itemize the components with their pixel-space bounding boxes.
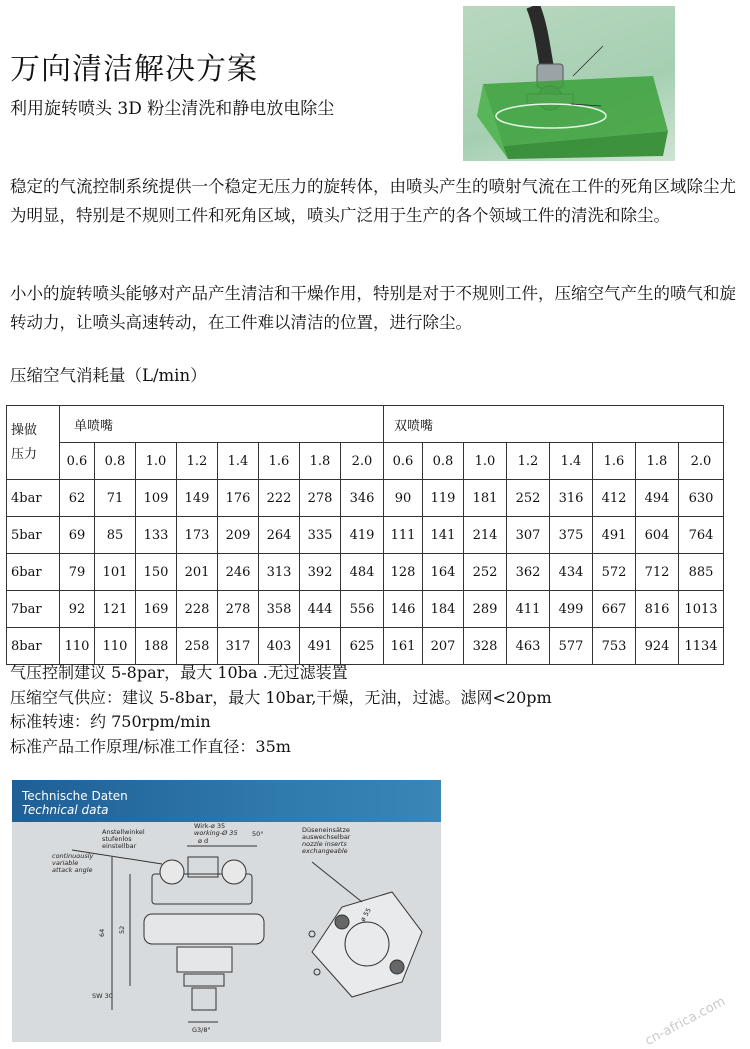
watermark: cn-africa.com: [643, 994, 729, 1049]
double-value-cell: 161: [384, 628, 423, 665]
size-header-cell: 1.4: [218, 443, 259, 480]
label-64: 64: [98, 928, 106, 937]
single-value-cell: 109: [136, 480, 177, 517]
table-row: [7, 554, 724, 591]
label-attack-angle: attack angle: [52, 866, 93, 874]
single-value-cell: 71: [95, 480, 136, 517]
table-title: 压缩空气消耗量（L/min）: [10, 366, 207, 385]
double-value-cell: 1134: [679, 628, 724, 665]
double-value-cell: 111: [384, 517, 423, 554]
label-duesen: Düseneinsätze: [302, 826, 350, 834]
single-value-cell: 484: [341, 554, 384, 591]
size-header-cell: 1.2: [177, 443, 218, 480]
single-value-cell: 150: [136, 554, 177, 591]
double-value-cell: 1013: [679, 591, 724, 628]
note-air-supply: 压缩空气供应：建议 5-8bar，最大 10bar,干燥，无油，过滤。滤网<20pm: [10, 687, 552, 707]
size-header-cell: 2.0: [341, 443, 384, 480]
single-value-cell: 264: [259, 517, 300, 554]
corner-header: 操做 压力: [7, 406, 60, 480]
double-value-cell: 411: [507, 591, 550, 628]
double-value-cell: 753: [593, 628, 636, 665]
double-value-cell: 362: [507, 554, 550, 591]
single-value-cell: 444: [300, 591, 341, 628]
single-value-cell: 317: [218, 628, 259, 665]
size-header-cell: 1.6: [259, 443, 300, 480]
label-continuously: continuously: [52, 852, 94, 860]
single-value-cell: 62: [60, 480, 95, 517]
single-value-cell: 79: [60, 554, 95, 591]
size-header-cell: 1.8: [636, 443, 679, 480]
single-value-cell: 222: [259, 480, 300, 517]
label-od: ø d: [198, 837, 209, 845]
single-value-cell: 258: [177, 628, 218, 665]
intro-paragraph-2: 小小的旋转喷头能够对产品产生清洁和干燥作用，特别是对于不规则工件，压缩空气产生的喷气和旋转动力，让喷头高速转动，在工件难以清洁的位置，进行除尘。: [10, 284, 736, 332]
double-value-cell: 252: [507, 480, 550, 517]
double-value-cell: 164: [423, 554, 464, 591]
technical-data-title-de: Technische Daten: [22, 789, 128, 803]
double-value-cell: 667: [593, 591, 636, 628]
note-speed: 标准转速：约 750rpm/min: [10, 712, 211, 731]
table-row: [7, 480, 724, 517]
size-header-cell: 1.2: [507, 443, 550, 480]
single-value-cell: 149: [177, 480, 218, 517]
double-value-cell: 463: [507, 628, 550, 665]
label-einstellbar: einstellbar: [102, 842, 137, 850]
double-value-cell: 375: [550, 517, 593, 554]
size-header-cell: 0.6: [60, 443, 95, 480]
double-value-cell: 764: [679, 517, 724, 554]
double-value-cell: 128: [384, 554, 423, 591]
pressure-cell: 8bar: [7, 628, 60, 665]
pressure-cell: 6bar: [7, 554, 60, 591]
double-value-cell: 630: [679, 480, 724, 517]
single-value-cell: 69: [60, 517, 95, 554]
double-value-cell: 494: [636, 480, 679, 517]
single-value-cell: 419: [341, 517, 384, 554]
label-o55: ø 55: [358, 906, 373, 923]
size-header-cell: 1.4: [550, 443, 593, 480]
size-header-cell: 1.0: [464, 443, 507, 480]
double-value-cell: 214: [464, 517, 507, 554]
label-exchangeable: exchangeable: [302, 847, 348, 855]
air-consumption-table: [6, 405, 724, 665]
single-value-cell: 110: [60, 628, 95, 665]
single-value-cell: 491: [300, 628, 341, 665]
size-header-cell: 1.6: [593, 443, 636, 480]
label-52: 52: [118, 925, 126, 934]
technical-data-header: [12, 780, 441, 822]
double-value-cell: 316: [550, 480, 593, 517]
double-value-cell: 90: [384, 480, 423, 517]
table-row: [7, 517, 724, 554]
single-value-cell: 403: [259, 628, 300, 665]
single-value-cell: 625: [341, 628, 384, 665]
size-header-cell: 2.0: [679, 443, 724, 480]
label-sw30: SW 30: [92, 992, 113, 1000]
double-value-cell: 572: [593, 554, 636, 591]
single-value-cell: 92: [60, 591, 95, 628]
double-value-cell: 816: [636, 591, 679, 628]
note-diameter: 标准产品工作原理/标准工作直径：35m: [10, 736, 291, 756]
single-value-cell: 346: [341, 480, 384, 517]
size-header-cell: 1.8: [300, 443, 341, 480]
double-value-cell: 491: [593, 517, 636, 554]
size-header-cell: 0.8: [95, 443, 136, 480]
label-g38: G3/8": [192, 1026, 211, 1034]
label-nozzle-inserts: nozzle inserts: [302, 840, 347, 848]
single-value-cell: 169: [136, 591, 177, 628]
group-header-double: 双喷嘴: [384, 406, 724, 443]
technical-data-title-en: Technical data: [22, 803, 109, 817]
pressure-cell: 4bar: [7, 480, 60, 517]
double-value-cell: 412: [593, 480, 636, 517]
single-value-cell: 335: [300, 517, 341, 554]
label-working: working-Ø 35: [194, 829, 238, 837]
size-header-row: [7, 443, 724, 480]
single-value-cell: 176: [218, 480, 259, 517]
pressure-cell: 5bar: [7, 517, 60, 554]
double-value-cell: 328: [464, 628, 507, 665]
single-value-cell: 228: [177, 591, 218, 628]
table-row: [7, 591, 724, 628]
single-value-cell: 358: [259, 591, 300, 628]
single-value-cell: 133: [136, 517, 177, 554]
double-value-cell: 307: [507, 517, 550, 554]
double-value-cell: 577: [550, 628, 593, 665]
double-value-cell: 434: [550, 554, 593, 591]
label-wirk: Wirk-ø 35: [194, 822, 226, 830]
intro-paragraph-1: 稳定的气流控制系统提供一个稳定无压力的旋转体，由喷头产生的喷射气流在工件的死角区域除尘尤为明显，特别是不规则工件和死角区域，喷头广泛用于生产的各个领域工件的清洗和除尘。: [10, 177, 736, 225]
label-auswechselbar: auswechselbar: [302, 833, 351, 841]
label-stufenlos: stufenlos: [102, 835, 132, 843]
single-value-cell: 556: [341, 591, 384, 628]
double-value-cell: 146: [384, 591, 423, 628]
double-value-cell: 289: [464, 591, 507, 628]
single-value-cell: 188: [136, 628, 177, 665]
group-header-single: 单喷嘴: [60, 406, 384, 443]
label-50deg: 50°: [252, 830, 264, 838]
double-value-cell: 499: [550, 591, 593, 628]
single-value-cell: 209: [218, 517, 259, 554]
double-value-cell: 207: [423, 628, 464, 665]
double-value-cell: 119: [423, 480, 464, 517]
pressure-cell: 7bar: [7, 591, 60, 628]
size-header-cell: 1.0: [136, 443, 177, 480]
technical-data-panel: [12, 780, 441, 1042]
single-value-cell: 85: [95, 517, 136, 554]
notes: [10, 661, 552, 759]
single-value-cell: 246: [218, 554, 259, 591]
table-row: [7, 628, 724, 665]
double-value-cell: 184: [423, 591, 464, 628]
page-title: 万向清洁解决方案: [10, 52, 258, 87]
double-value-cell: 924: [636, 628, 679, 665]
single-value-cell: 392: [300, 554, 341, 591]
double-value-cell: 885: [679, 554, 724, 591]
single-value-cell: 278: [300, 480, 341, 517]
double-value-cell: 712: [636, 554, 679, 591]
size-header-cell: 0.6: [384, 443, 423, 480]
single-value-cell: 110: [95, 628, 136, 665]
technical-drawing: [12, 822, 441, 1042]
single-value-cell: 173: [177, 517, 218, 554]
double-value-cell: 141: [423, 517, 464, 554]
single-value-cell: 201: [177, 554, 218, 591]
product-photo: [463, 6, 675, 161]
double-value-cell: 252: [464, 554, 507, 591]
page-subtitle: 利用旋转喷头 3D 粉尘清洗和静电放电除尘: [10, 99, 335, 119]
single-value-cell: 121: [95, 591, 136, 628]
note-pressure: 气压控制建议 5-8par，最大 10ba .无过滤装置: [10, 663, 348, 682]
label-anstellwinkel: Anstellwinkel: [102, 828, 145, 836]
double-value-cell: 181: [464, 480, 507, 517]
single-value-cell: 101: [95, 554, 136, 591]
size-header-cell: 0.8: [423, 443, 464, 480]
double-value-cell: 604: [636, 517, 679, 554]
label-variable: variable: [52, 859, 79, 867]
single-value-cell: 313: [259, 554, 300, 591]
single-value-cell: 278: [218, 591, 259, 628]
